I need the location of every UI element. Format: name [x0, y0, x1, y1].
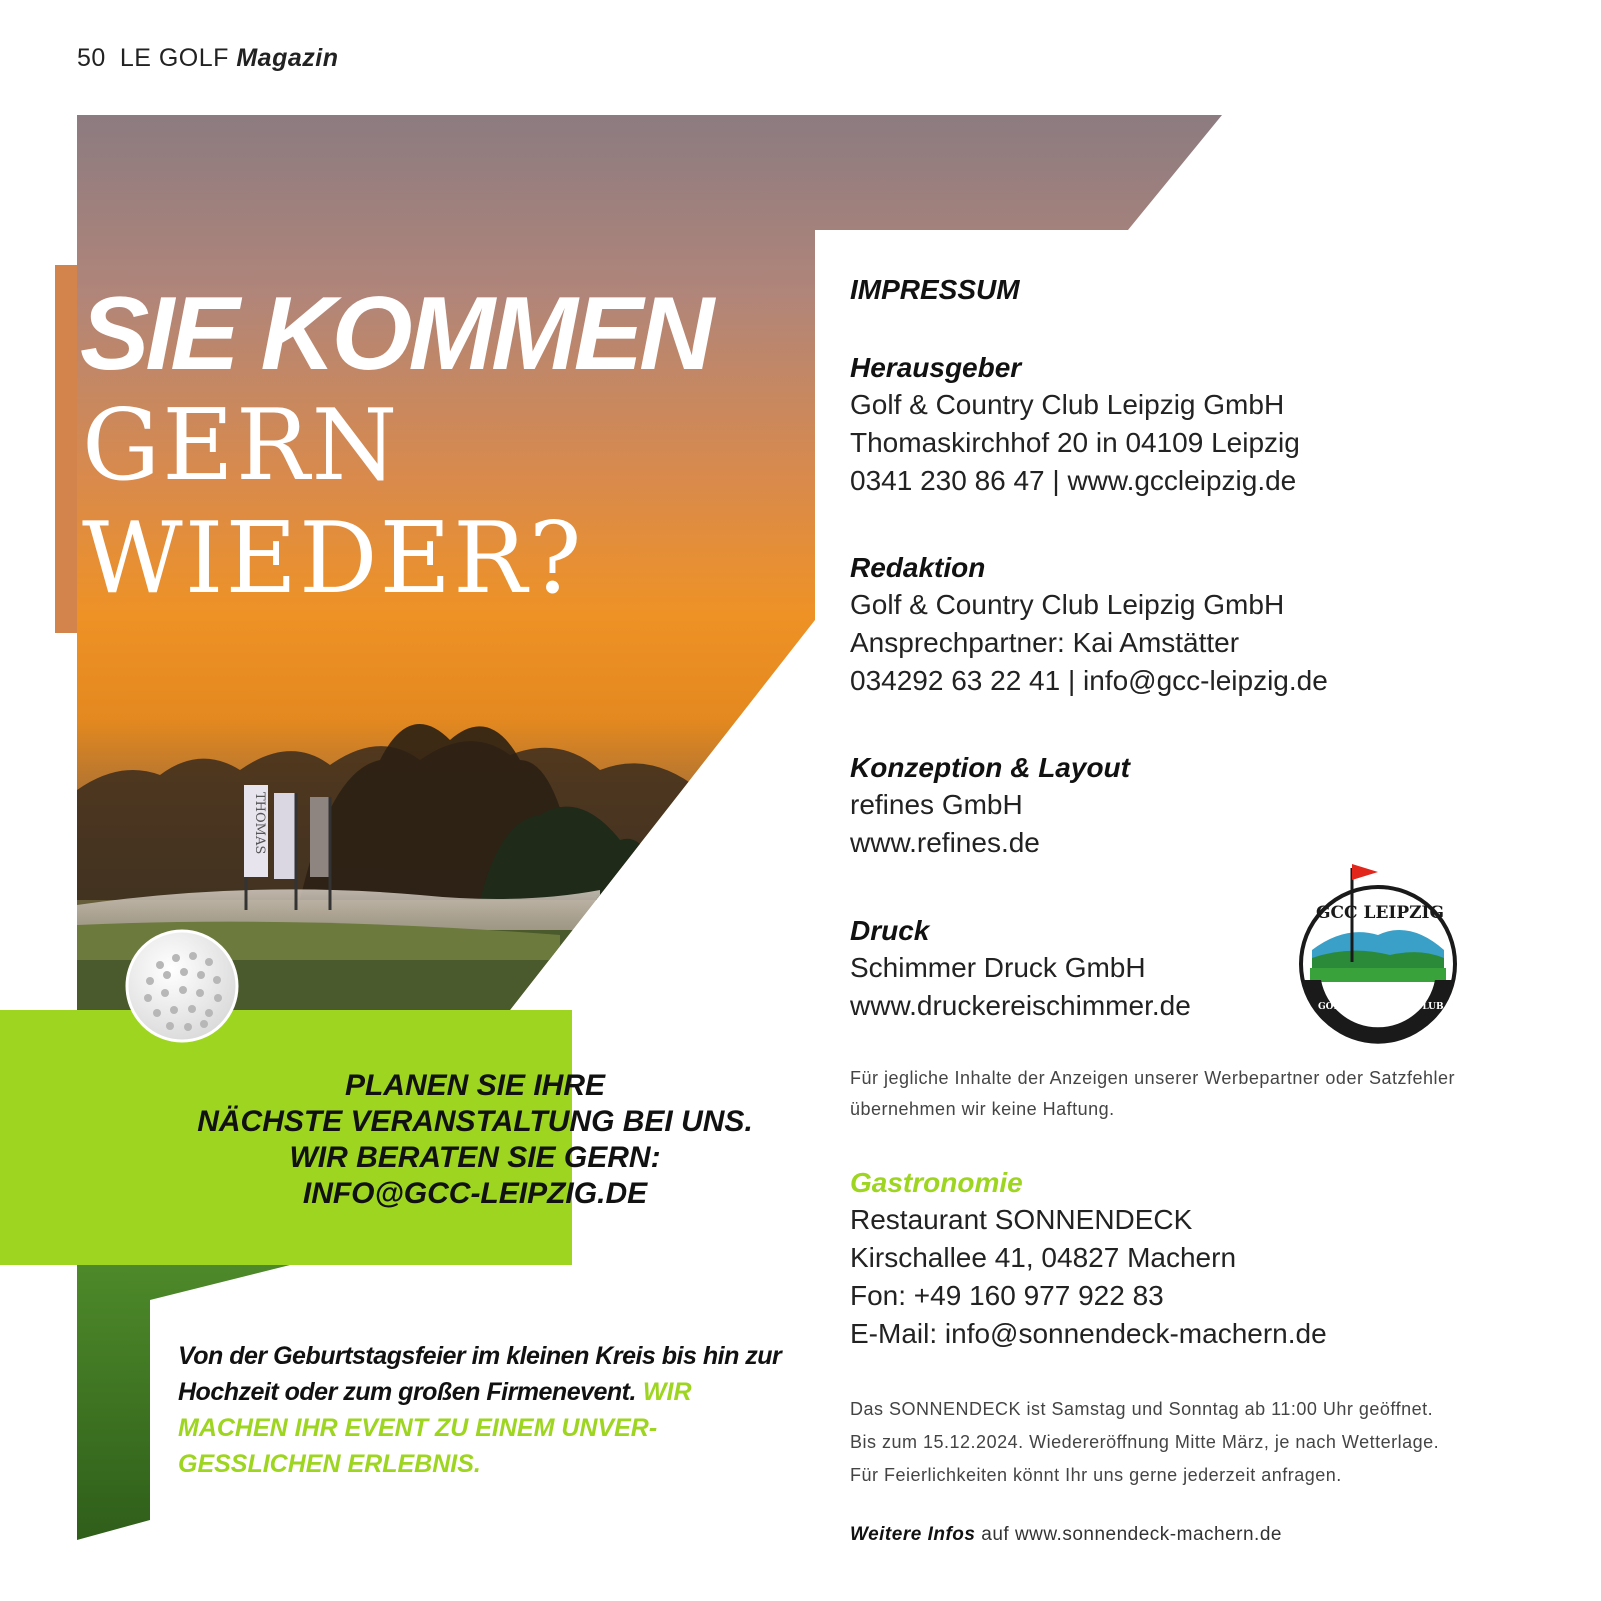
section-title: Herausgeber	[850, 352, 1022, 383]
info-line: Kirschallee 41, 04827 Machern	[850, 1242, 1237, 1273]
flag-label: THOMAS	[252, 792, 267, 855]
info-line[interactable]: www.refines.de	[850, 827, 1040, 858]
section-konzeption	[850, 750, 1570, 862]
section-herausgeber	[850, 350, 1570, 500]
info-line[interactable]: E-Mail: info@sonnendeck-machern.de	[850, 1318, 1327, 1349]
promo-text	[178, 1338, 788, 1482]
note-line: Für Feierlichkeiten könnt Ihr uns gerne jederzeit anfragen.	[850, 1465, 1342, 1485]
section-title: Konzeption & Layout	[850, 752, 1130, 783]
gastronomie-notes	[850, 1393, 1570, 1492]
section-gastronomie	[850, 1165, 1570, 1353]
section-redaktion	[850, 550, 1570, 700]
event-line: WIR BERATEN SIE GERN:	[289, 1141, 661, 1174]
gcc-leipzig-logo	[1301, 864, 1455, 1044]
more-info	[850, 1524, 1570, 1546]
more-info-link[interactable]: auf www.sonnendeck-machern.de	[975, 1524, 1282, 1545]
golf-ball-icon	[127, 931, 237, 1041]
info-line: refines GmbH	[850, 789, 1023, 820]
promo-body: Von der Geburtstagsfeier im kleinen Kreis bis hin zur Hochzeit oder zum großen Firmenevent.	[178, 1342, 782, 1406]
info-line: Restaurant SONNENDECK	[850, 1204, 1193, 1235]
info-line: Schimmer Druck GmbH	[850, 952, 1146, 983]
brand-name: LE GOLF	[119, 44, 229, 72]
section-title: Druck	[850, 915, 930, 946]
event-email[interactable]: INFO@GCC-LEIPZIG.DE	[302, 1177, 648, 1210]
hero-line-3: WIEDER?	[82, 502, 584, 616]
page-header	[77, 44, 338, 73]
info-line: Golf & Country Club Leipzig GmbH	[850, 589, 1285, 620]
info-line: Golf & Country Club Leipzig GmbH	[850, 389, 1285, 420]
section-druck	[850, 913, 1250, 1025]
note-line: Bis zum 15.12.2024. Wiedereröffnung Mitte März, je nach Wetterlage.	[850, 1432, 1440, 1452]
info-line: Ansprechpartner: Kai Amstätter	[850, 627, 1240, 658]
section-title: Redaktion	[850, 552, 986, 583]
magazine-label: Magazin	[236, 44, 339, 72]
section-title: Gastronomie	[850, 1167, 1023, 1198]
logo-top-text: GCC LEIPZIG	[1316, 903, 1445, 923]
info-line[interactable]: 034292 63 22 41 | info@gcc-leipzig.de	[850, 665, 1328, 696]
hero-line-2: GERN	[82, 389, 400, 503]
promo-highlight: WIR MACHEN IHR EVENT ZU EINEM UNVER-GESSLICHEN ERLEBNIS.	[178, 1378, 692, 1478]
info-line[interactable]: Fon: +49 160 977 922 83	[850, 1280, 1164, 1311]
impressum-title: IMPRESSUM	[850, 274, 1020, 305]
logo-bottom-text: GOLF & COUNTRY CLUB	[1318, 1002, 1444, 1012]
page-number: 50	[77, 44, 106, 72]
disclaimer: Für jegliche Inhalte der Anzeigen unserer Werbepartner oder Satzfehler übernehmen wir keine Haftung.	[850, 1068, 1455, 1119]
event-line: PLANEN SIE IHRE	[344, 1069, 606, 1102]
info-line[interactable]: 0341 230 86 47 | www.gccleipzig.de	[850, 465, 1297, 496]
hero-line-1: SIE KOMMEN	[80, 276, 711, 392]
event-line: NÄCHSTE VERANSTALTUNG BEI UNS.	[197, 1105, 753, 1138]
event-box-text	[150, 1068, 800, 1212]
note-line: Das SONNENDECK ist Samstag und Sonntag ab 11:00 Uhr geöffnet.	[850, 1399, 1434, 1419]
info-line[interactable]: www.druckereischimmer.de	[850, 990, 1191, 1021]
info-line: Thomaskirchhof 20 in 04109 Leipzig	[850, 427, 1300, 458]
more-info-label: Weitere Infos	[850, 1524, 976, 1545]
